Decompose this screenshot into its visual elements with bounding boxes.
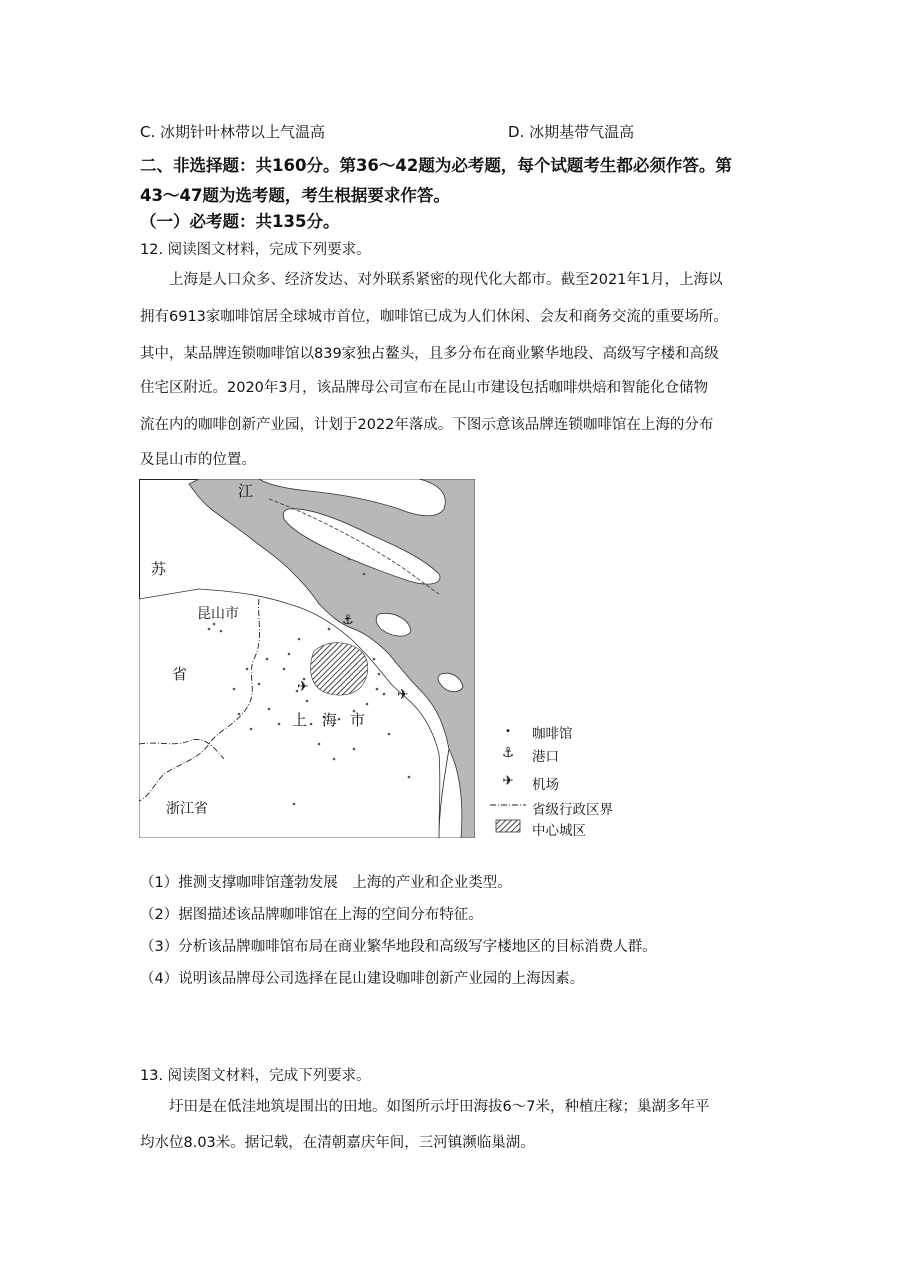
label-su: 苏 bbox=[151, 560, 167, 578]
legend-label: 省级行政区界 bbox=[532, 802, 613, 818]
legend-label: 咖啡馆 bbox=[532, 726, 573, 742]
dot-icon: • bbox=[505, 726, 511, 737]
label-shanghai-1: 上 bbox=[292, 711, 308, 729]
airplane-icon: ✈ bbox=[502, 773, 514, 789]
q12-line-5: 流在内的咖啡创新产业园，计划于2022年落成。下图示意该品牌连锁咖啡馆在上海的分布 bbox=[140, 417, 714, 433]
required-heading: （一）必考题：共135分。 bbox=[140, 212, 340, 231]
label-kunshan: 昆山市 bbox=[197, 606, 239, 622]
q12-line-3: 其中，某品牌连锁咖啡馆以839家独占鳌头，且多分布在商业繁华地段、高级写字楼和高级 bbox=[140, 346, 719, 362]
q12-line-6: 及昆山市的位置。 bbox=[140, 452, 256, 468]
q12-line-2: 拥有6913家咖啡馆居全球城市首位，咖啡馆已成为人们休闲、会友和商务交流的重要场所。 bbox=[140, 309, 728, 325]
q12-line-1: 上海是人口众多、经济发达、对外联系紧密的现代化大都市。截至2021年1月，上海以 bbox=[169, 272, 723, 288]
label-shanghai-2: 海 bbox=[322, 711, 338, 729]
legend-label: 中心城区 bbox=[532, 823, 586, 839]
airport-symbol-west: ✈ bbox=[297, 679, 309, 695]
q12-sub-1: （1）推测支撑咖啡馆蓬勃发展 上海的产业和企业类型。 bbox=[140, 875, 512, 891]
shanghai-coffee-map bbox=[139, 479, 475, 838]
q13-title: 13. 阅读图文材料，完成下列要求。 bbox=[140, 1068, 371, 1084]
q12-title: 12. 阅读图文材料，完成下列要求。 bbox=[140, 242, 371, 258]
anchor-icon: ⚓ bbox=[501, 745, 515, 761]
section-heading-line2: 43～47题为选考题，考生根据要求作答。 bbox=[140, 186, 450, 205]
q12-sub-3: （3）分析该品牌咖啡馆布局在商业繁华地段和高级写字楼地区的目标消费人群。 bbox=[140, 939, 657, 955]
hatch-icon bbox=[490, 819, 526, 837]
legend-label: 机场 bbox=[532, 777, 559, 793]
boundary-line-icon bbox=[490, 798, 526, 816]
legend-label: 港口 bbox=[532, 749, 559, 765]
port-symbol: ⚓ bbox=[342, 613, 354, 628]
airport-symbol-east: ✈ bbox=[397, 687, 409, 703]
q12-sub-2: （2）据图描述该品牌咖啡馆在上海的空间分布特征。 bbox=[140, 907, 483, 923]
option-c: C. 冰期针叶林带以上气温高 bbox=[140, 123, 326, 141]
q12-line-4: 住宅区附近。2020年3月，该品牌母公司宣布在昆山市建设包括咖啡烘焙和智能化仓储物 bbox=[140, 380, 709, 396]
option-d: D. 冰期基带气温高 bbox=[508, 123, 635, 141]
q12-sub-4: （4）说明该品牌母公司选择在昆山建设咖啡创新产业园的上海因素。 bbox=[140, 971, 585, 987]
q13-line-2: 均水位8.03米。据记载，在清朝嘉庆年间，三河镇濒临巢湖。 bbox=[140, 1135, 535, 1151]
section-heading-line1: 二、非选择题：共160分。第36～42题为必考题，每个试题考生都必须作答。第 bbox=[140, 156, 732, 175]
central-urban-area bbox=[311, 643, 368, 695]
label-zhejiang: 浙江省 bbox=[166, 801, 208, 817]
q13-line-1: 圩田是在低洼地筑堤围出的田地。如图所示圩田海拔6～7米，种植庄稼；巢湖多年平 bbox=[169, 1099, 710, 1115]
label-jiang: 江 bbox=[238, 482, 254, 500]
label-shanghai-3: 市 bbox=[350, 711, 366, 729]
label-sheng: 省 bbox=[172, 665, 188, 683]
